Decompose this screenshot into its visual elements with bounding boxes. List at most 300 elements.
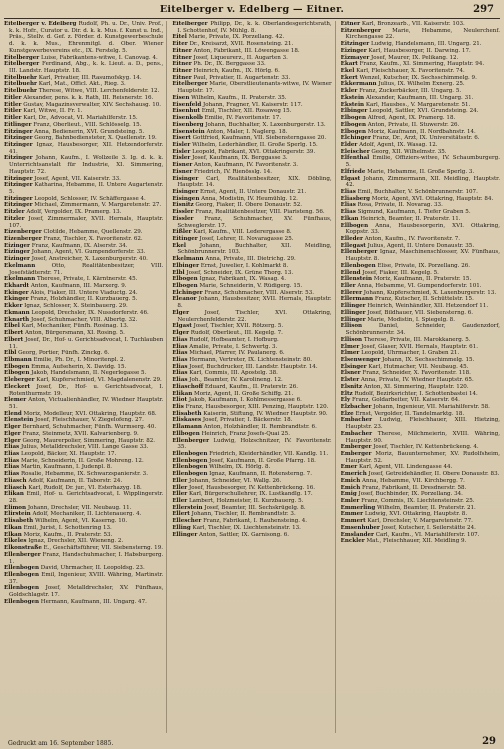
entry-details: Franz, Tischler, X. Favoritenstr. 62.	[43, 236, 143, 242]
entry-name: Eitler	[4, 108, 22, 115]
entry-details: Kaiserin, Stiftung, IV. Wiedner Hauptstr. 90.	[203, 410, 328, 417]
directory-entry	[4, 417, 163, 424]
entry-name: Ellenbogen	[172, 451, 208, 457]
directory-entry	[172, 256, 331, 263]
directory-entry	[4, 283, 163, 290]
entry-name: Eitinger	[172, 236, 198, 242]
entry-name: Emmerling	[340, 504, 376, 511]
entry-details: Ignaz, Drechsler, XII. Wieneng. 2.	[28, 538, 124, 545]
entry-name: Eitler	[4, 101, 22, 108]
entry-details: Franz, Hausbesorger, XIII. Penzing, Hauptstr. 120.	[185, 403, 329, 410]
directory-entry	[4, 424, 163, 431]
entry-name: Ellenbogen	[4, 585, 40, 592]
entry-name: Ekinger	[4, 289, 29, 296]
directory-entry	[341, 270, 500, 277]
directory-entry	[341, 115, 500, 122]
directory-entry	[172, 115, 331, 122]
entry-name: Ekelmann	[172, 256, 204, 263]
directory-entry	[4, 263, 163, 276]
entry-details: Alexander, Kaufmann, III. Ungarg. 31.	[365, 94, 474, 101]
entry-name: Emberger	[340, 451, 372, 457]
directory-entry	[172, 290, 331, 297]
entry-name: Elger	[172, 309, 189, 316]
entry-name: Ellermann	[340, 296, 374, 303]
entry-details: Leopold, Schlosser, IV. Schäffergasse 4.	[34, 195, 146, 202]
entry-details: Michael, Pfarrer, IV. Paulanerg. 6.	[189, 350, 285, 357]
entry-name: Elfriede	[340, 168, 366, 175]
entry-name: Elleder	[340, 236, 363, 242]
entry-name: Eisinger	[172, 175, 199, 182]
entry-details: Anna, Hausbesorgerin, XVI. Ottakring, Koppstr. 33.	[345, 222, 500, 236]
entry-details: Johann, Buchhalter, XII. Meidling, Schönbrunnerstr. 103.	[177, 242, 332, 256]
directory-entry	[341, 337, 500, 344]
entry-name: Elias	[172, 370, 188, 377]
directory-entry	[341, 122, 500, 129]
directory-entry	[341, 344, 500, 351]
directory-entry	[172, 155, 331, 162]
directory-entry	[172, 498, 331, 505]
directory-entry	[341, 290, 500, 297]
entry-details: Johann, Schneider, VI. Wallg. 26.	[189, 477, 282, 484]
entry-details: Josef, Kutscher, I. Seilerstätte 24.	[381, 524, 476, 531]
entry-details: Marie, Hebamme, II. Große Sperlg. 3.	[367, 168, 475, 175]
directory-entry	[341, 189, 500, 196]
entry-name: Emberger	[340, 444, 372, 451]
entry-details: Franz, Handschuhmacher, I. Habsburgerg. 1.	[9, 551, 164, 565]
entry-name: Elder	[340, 141, 358, 148]
entry-details: Franz, Schneider, X. Favoritenstr. 118.	[362, 370, 471, 377]
entry-details: Ludwig, Handelsmann, III. Ungarg. 21.	[370, 41, 482, 48]
directory-entry	[341, 55, 500, 62]
entry-details: Franz, Schuhmacher, XV. Fünfhaus, Schweglerstr. 17.	[177, 215, 332, 229]
entry-name: Eizenberger	[4, 229, 42, 236]
directory-entry	[341, 202, 500, 209]
entry-name: Ellert	[172, 511, 190, 518]
entry-details: Eduard, Kaufm., II. Praterstr. 26.	[204, 383, 298, 390]
entry-name: Ellbogen	[172, 430, 200, 437]
directory-entry	[4, 511, 163, 518]
directory-entry	[172, 330, 331, 337]
entry-name: Eltz	[340, 390, 353, 397]
directory-entry	[4, 431, 163, 438]
entry-details: Anton, Holzhändler, II. Rembrandtstr. 6.	[203, 424, 317, 431]
entry-details: Josef, Dr., Hof- u. Gerichtsadvocat, I. Tuchlauben 11.	[9, 336, 164, 350]
print-date: Gedruckt am 16. September 1885.	[8, 740, 114, 747]
directory-entry	[172, 189, 331, 196]
entry-details: Carl, Realitätenbesitzer, XIX. Döbling, Hauptstr. 14.	[177, 175, 332, 189]
directory-columns	[4, 21, 500, 733]
directory-entry	[4, 552, 163, 565]
entry-name: Eitlinger	[4, 121, 32, 128]
entry-details: Philipp, Dr., k. k. Oberlandesgerichtsrath, I. Schottenhof, IV. Mühlg. 8.	[177, 21, 332, 34]
directory-entry	[172, 243, 331, 256]
entry-name: Elgast	[340, 175, 361, 182]
entry-name: Eliasch	[4, 477, 27, 484]
entry-details: Emil, Jurist, I. Schottenring 13.	[23, 524, 112, 531]
entry-details: Josef, Getreidehändler, II. Obere Donaustr. 83.	[368, 471, 500, 478]
entry-name: Emer	[340, 464, 358, 471]
entry-name: Ellinger	[340, 309, 366, 316]
directory-entry	[341, 404, 500, 411]
directory-entry	[341, 176, 500, 189]
entry-details: Johann, Ingenieur, VII. Mariahilferstr. 58.	[373, 403, 490, 410]
entry-details: Franz, Zuckerbäcker, III. Ungarg. 5.	[359, 88, 462, 95]
directory-entry	[341, 68, 500, 75]
entry-details: Marie, Schneiderin, V. Rüdigerg. 15.	[199, 283, 303, 290]
entry-name: Ellinger	[340, 316, 366, 323]
entry-details: Jakob, Kaufmann, I. Kohlmessergasse 6.	[188, 397, 302, 404]
directory-entry	[172, 525, 331, 532]
entry-details: Daniel, Schneider, Gaudenzdorf, Schönbrunnerstr. 34.	[345, 323, 500, 337]
entry-name: Emich	[340, 477, 361, 484]
entry-details: Johann, Agent, VI. Gumpendorferstr. 33.	[31, 249, 146, 256]
entry-name: Emmer	[340, 511, 364, 518]
entry-name: Elkan	[340, 215, 359, 222]
entry-details: Lambert, Holzmeister, II. Kurzbauerg. 5.	[189, 498, 304, 505]
directory-entry	[172, 55, 331, 62]
directory-entry	[172, 384, 331, 391]
directory-entry	[341, 377, 500, 384]
entry-details: Bernhard, Schuhmacher, Fünfh. Wurmserg. 40.	[22, 424, 157, 431]
directory-entry	[172, 458, 331, 465]
entry-details: Josef, Bildhauer, VII. Siebensterng. 6.	[367, 309, 474, 316]
directory-entry	[172, 270, 331, 277]
directory-entry	[341, 108, 500, 115]
entry-name: Elias	[4, 444, 20, 451]
entry-name: Eleischer	[340, 148, 370, 155]
entry-name: Eitzinger	[4, 135, 33, 142]
directory-entry	[172, 176, 331, 189]
entry-name: Eizenberger	[4, 236, 42, 242]
entry-details: Amalie, Private, I. Schwertg. 3.	[189, 343, 278, 350]
entry-details: Josef, Tischler, XVI. Ottakring, Neulerchenfelderstr. 22.	[177, 309, 332, 323]
entry-details: Adolf, Mechaniker, II. Lichtenauerg. 4.	[32, 511, 142, 518]
entry-details: Josef, Tischler, IV. Kettenbrückeng. 4.	[373, 444, 479, 451]
entry-details: Johann, Zimmermann, XII. Meidling, Hauptstr. 42.	[345, 175, 500, 189]
entry-details: Karl, Rudolf, Dr. jur., VI. Esterhazyg. 18.	[28, 484, 142, 491]
entry-name: Eliaschoff	[172, 383, 204, 390]
entry-name: Elbogen	[172, 276, 198, 283]
entry-name: Elbogen	[340, 115, 367, 122]
entry-details: E., Geschäftsführer, VII. Siebensterng. 19.	[43, 545, 163, 552]
directory-entry	[172, 438, 331, 451]
entry-details: Karl, Witwe, II. Fr. 1.	[23, 108, 83, 115]
entry-details: Josef, Beamter, III. Sechskrügelg. 8.	[204, 504, 306, 511]
directory-entry	[172, 344, 331, 351]
directory-entry	[341, 61, 500, 68]
entry-name: Elisabeth	[172, 410, 202, 417]
entry-name: Eitzinger	[4, 155, 33, 162]
directory-entry	[172, 357, 331, 364]
directory-entry	[4, 458, 163, 465]
entry-details: Franz, Holzhändler, II. Kurzbauerg. 5.	[30, 296, 138, 303]
directory-entry	[341, 498, 500, 505]
directory-entry	[172, 296, 331, 309]
entry-details: Josef, Privatier, I. Bäckerstr. 18.	[202, 417, 293, 424]
directory-entry	[341, 88, 500, 95]
directory-entry	[4, 129, 163, 136]
directory-entry	[4, 491, 163, 504]
entry-name: Eitzinger	[4, 182, 33, 189]
directory-entry	[4, 55, 163, 62]
entry-name: Eller	[340, 283, 356, 290]
entry-name: Ellerstein	[172, 504, 203, 511]
entry-name: Eisner	[172, 168, 193, 175]
directory-entry	[341, 525, 500, 532]
directory-entry	[172, 350, 331, 357]
directory-entry	[341, 323, 500, 336]
entry-details: Anton, Fabrikant, III. Löwengasse 18.	[193, 47, 300, 54]
directory-entry	[4, 464, 163, 471]
entry-details: Anna, Bedienerin, XVI. Grundsteing. 5.	[34, 128, 145, 135]
directory-entry	[172, 485, 331, 492]
entry-details: Anton, Sattler, IX. Garnisong. 6.	[199, 531, 289, 538]
entry-details: Alfred, Agent, IX. Pramerg. 18.	[367, 115, 456, 122]
entry-details: Heinrich, Franz Josefs-Quai 25.	[201, 430, 290, 437]
entry-name: Eizinger	[340, 47, 367, 54]
entry-details: Mat., Fleischhauer, XII. Meidling 9.	[366, 538, 467, 545]
entry-name: Ekelmann	[4, 276, 36, 283]
entry-details: Wilhelm, Beamter, II. Praterstr. 21.	[376, 504, 476, 511]
entry-name: Elgast	[172, 323, 192, 330]
entry-details: Ferdinand, Abg., k. k. Lieut. a. D., pens., III. Landstr. Hauptstr. 18.	[9, 61, 164, 75]
entry-name: Eizinger	[4, 249, 30, 256]
directory-entry	[172, 283, 331, 290]
entry-details: Heinrich, Kaufm., IX. Hörlg. 6.	[193, 68, 280, 75]
directory-entry	[341, 209, 500, 216]
directory-entry	[172, 377, 331, 384]
entry-name: Eitner	[172, 61, 192, 68]
entry-name: Elias	[4, 464, 20, 471]
entry-name: Elbogen	[4, 370, 30, 377]
directory-entry	[341, 263, 500, 270]
directory-entry	[341, 364, 500, 371]
entry-name: Eitzinger	[4, 195, 33, 202]
entry-name: Ellenbogen	[4, 571, 40, 578]
entry-name: Elger	[4, 430, 21, 437]
page-header	[4, 4, 500, 19]
entry-name: Elkonstraße	[4, 545, 42, 552]
directory-entry	[172, 364, 331, 371]
directory-entry	[341, 464, 500, 471]
directory-entry	[4, 276, 163, 283]
entry-name: Emig	[340, 491, 357, 498]
entry-name: Ellison	[340, 336, 363, 343]
entry-name: Ekhardt	[4, 283, 30, 290]
directory-entry	[341, 236, 500, 243]
directory-entry	[4, 115, 163, 122]
entry-name: Eizinger	[4, 256, 30, 263]
entry-details: Emilie, Ph. Dr., I. Minoritenpl. 2.	[33, 356, 126, 363]
directory-entry	[341, 28, 500, 41]
entry-name: Elias	[172, 363, 188, 370]
entry-name: Eitelberger	[4, 61, 40, 68]
directory-entry	[172, 411, 331, 418]
entry-name: Eisenstein	[172, 128, 205, 135]
entry-name: Eisert	[172, 135, 191, 142]
directory-entry	[4, 525, 163, 532]
directory-entry	[4, 323, 163, 330]
entry-details: Ernst, Juwelier, I. Kohlmarkt 8.	[200, 262, 289, 269]
directory-entry	[4, 209, 163, 216]
directory-entry	[4, 444, 163, 451]
entry-details: Sigmund, Kaufmann, I. Tiefer Graben 5.	[357, 209, 471, 216]
directory-entry	[4, 585, 163, 598]
entry-name: Emslander	[340, 531, 374, 538]
directory-entry	[341, 384, 500, 391]
entry-name: Elbogen	[340, 128, 367, 135]
directory-entry	[4, 61, 163, 74]
directory-entry	[4, 88, 163, 95]
entry-name: Elias	[172, 356, 188, 363]
directory-entry	[172, 95, 331, 102]
entry-details: Johann, IX. Sechsschimmelg. 15.	[382, 356, 475, 363]
entry-details: Karl, Bronzearb., VII. Kaiserstr. 103.	[361, 21, 465, 27]
directory-entry	[172, 202, 331, 209]
entry-details: Ignaz, Schlosser, X. Steinbauerg. 29.	[24, 303, 128, 310]
directory-entry	[172, 518, 331, 525]
entry-details: Alois, Fiaker, III. Untere Viaductg. 24.	[30, 289, 138, 296]
directory-entry	[341, 417, 500, 430]
directory-entry	[172, 169, 331, 176]
entry-details: Anton, Private, II. Stuwerstr. 26.	[367, 121, 460, 128]
entry-name: Elias	[4, 457, 20, 464]
entry-details: Ludwig, Fleischhauer, XIII. Hietzing, Hauptstr. 23.	[345, 417, 500, 431]
entry-details: Josef, Kaufmann, II. Große Pfarrg. 18.	[209, 457, 316, 464]
entry-name: Ellegast	[340, 242, 366, 249]
entry-details: Adolf, Vergolder, IX. Pramerg. 13.	[26, 209, 122, 216]
directory-entry	[4, 357, 163, 364]
entry-details: Katharina, Hebamme, II. Untere Augartenstr. 5.	[9, 182, 164, 195]
directory-entry	[4, 303, 163, 310]
entry-details: Franz, Commis, IX. Liechtensteinstr. 25.	[361, 498, 475, 505]
directory-entry	[341, 149, 500, 156]
entry-name: Elbinger	[340, 108, 368, 115]
directory-entry	[341, 370, 500, 377]
entry-details: Moriz, Kaufmann, II. Nordbahnstr. 14.	[367, 128, 476, 135]
entry-name: Eknarth	[4, 316, 30, 323]
directory-entry	[4, 21, 163, 55]
directory-entry	[341, 243, 500, 250]
entry-name: Emerich	[340, 471, 367, 478]
entry-name: Elias	[340, 188, 356, 195]
entry-name: Ellenbogen	[4, 598, 40, 605]
page-number: 297	[473, 4, 494, 15]
directory-entry	[4, 438, 163, 445]
directory-entry	[172, 370, 331, 377]
entry-name: Elsnitz	[340, 383, 362, 390]
entry-name: Ellinger	[340, 303, 366, 310]
directory-entry	[341, 411, 500, 418]
entry-name: Eisnitz	[172, 202, 194, 209]
entry-name: Ekart	[340, 61, 358, 68]
entry-name: Ellerer	[340, 289, 363, 296]
directory-entry	[4, 95, 163, 102]
entry-name: Elster	[340, 377, 360, 384]
entry-name: Elikan	[4, 491, 24, 498]
entry-name: Ellbogen	[340, 222, 369, 229]
directory-entry	[4, 229, 163, 236]
entry-name: Elger	[4, 424, 21, 431]
directory-entry	[172, 81, 331, 94]
entry-details: Josef, Metalldrechsler, XV. Fünfhaus, Goldschlagstr. 17.	[9, 585, 164, 599]
directory-entry	[341, 431, 500, 444]
entry-details: Georg, Maurerpolier, Simmering, Hauptstr. 82.	[22, 437, 156, 444]
entry-details: Moriz, Agent, XVI. Ottakring, Hauptstr. 84.	[371, 195, 494, 202]
directory-entry	[172, 216, 331, 229]
entry-name: Emler	[340, 498, 360, 505]
entry-name: Ellescher	[172, 518, 202, 525]
directory-entry	[172, 75, 331, 82]
entry-details: Franz, Dr., Arzt, IX. Universitätsstr. 6.	[372, 135, 480, 142]
directory-entry	[4, 565, 163, 572]
entry-details: Anna, Hebamme, VII. Kirchbergg. 7.	[362, 477, 465, 484]
directory-entry	[172, 209, 331, 216]
entry-details: Karl, Privatier, III. Rasumofskyg. 14.	[38, 74, 142, 81]
entry-details: Josef, Liqueurerz., II. Augarten 3.	[193, 54, 288, 61]
directory-entry	[4, 478, 163, 485]
entry-name: Elkeles	[4, 538, 27, 545]
directory-entry	[172, 532, 331, 539]
entry-name: Eitzinger	[4, 141, 33, 148]
directory-entry	[172, 397, 331, 404]
entry-details: Anton, Kaufmann, III. Marxerg. 9.	[30, 283, 127, 290]
entry-details: Paul, Privatier, II. Augartenstr. 33.	[193, 74, 291, 81]
directory-entry	[172, 323, 331, 330]
entry-details: Franz, Schuhmacher, VIII. Alserstr. 53.	[204, 289, 314, 296]
directory-entry	[4, 102, 163, 109]
directory-entry	[172, 68, 331, 75]
entry-name: Eitel	[172, 34, 187, 41]
entry-name: Elis	[172, 403, 184, 410]
directory-entry	[341, 505, 500, 512]
entry-details: Therese, Private, III. Marokkanerg. 5.	[363, 336, 471, 343]
directory-entry	[341, 538, 500, 545]
entry-details: Ernst, Agent, II. Untere Donaustr. 21.	[200, 188, 307, 195]
entry-name: Elchinger	[172, 289, 203, 296]
entry-name: Elbl	[172, 269, 185, 276]
entry-details: Georg, Portier, Fünfh. Zinckg. 6.	[18, 350, 110, 357]
entry-name: Elsner	[340, 370, 361, 377]
entry-details: Franz, Goldarbeiter, VII. Kaiserstr. 64.	[351, 397, 460, 404]
entry-name: Eller	[172, 477, 188, 484]
directory-entry	[4, 142, 163, 155]
entry-name: Ellenberger	[4, 551, 41, 558]
directory-entry	[172, 41, 331, 48]
entry-name: Eitzinger	[4, 175, 33, 182]
directory-entry	[172, 102, 331, 109]
entry-details: Marie, Hebamme, Neulerchenf. Kirchengasse 22.	[345, 27, 500, 41]
directory-entry	[172, 431, 331, 438]
directory-entry	[172, 310, 331, 323]
entry-name: Elirstein	[4, 511, 31, 518]
entry-details: Anton, Kaufmann, IV. Favoritenstr. 3.	[194, 162, 299, 169]
entry-name: Eitelbuehr	[4, 88, 37, 95]
entry-name: Elbert	[4, 336, 24, 343]
entry-name: Eliskases	[172, 417, 202, 424]
entry-details: Leopold, Drechsler, IX. Nussdorferstr. 46.	[31, 309, 149, 316]
directory-entry	[4, 451, 163, 458]
directory-entry	[341, 451, 500, 464]
entry-name: Elias	[172, 336, 188, 343]
entry-details: Josef, Anstreicher, X. Laxenburgerstr. 40.	[31, 256, 148, 263]
entry-details: Gustav, Magazinsverwalter, XIV. Sechshausg. 10.	[23, 101, 162, 108]
entry-name: Eisenfeld	[172, 101, 202, 108]
entry-name: Eitelbuehr	[4, 81, 37, 88]
directory-entry	[4, 135, 163, 142]
directory-entry	[4, 485, 163, 492]
entry-name: Eitner	[172, 68, 192, 75]
